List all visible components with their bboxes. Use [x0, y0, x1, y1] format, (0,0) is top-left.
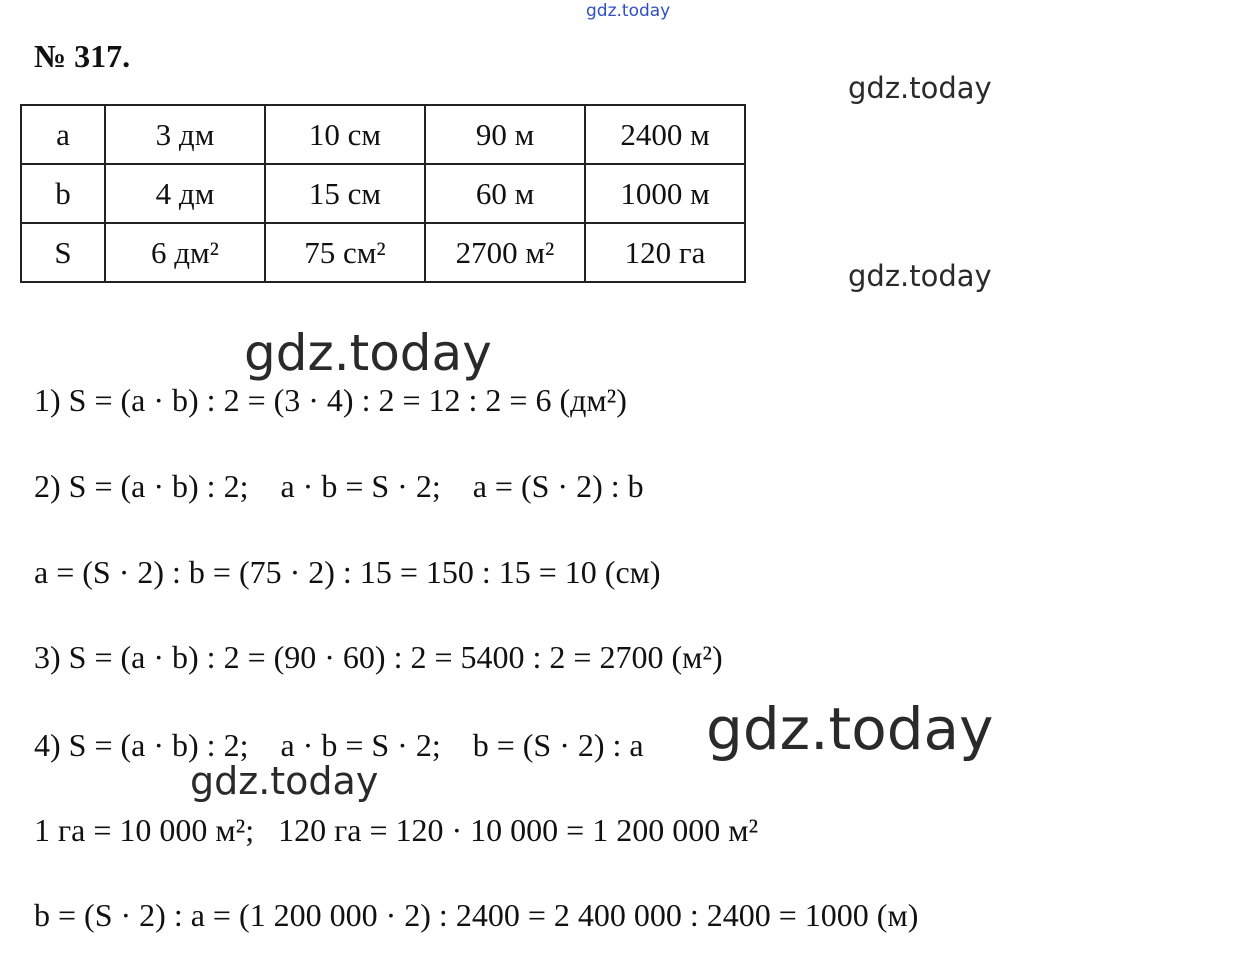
table-cell: 2400 м [585, 105, 745, 164]
solution-line-2: 2) S = (a · b) : 2; a · b = S · 2; a = (S · 2) : b [34, 468, 644, 504]
table-cell: 2700 м² [425, 223, 585, 282]
table-cell: 60 м [425, 164, 585, 223]
table-cell: 6 дм² [105, 223, 265, 282]
table-cell: 15 см [265, 164, 425, 223]
solution-line-3: a = (S · 2) : b = (75 · 2) : 15 = 150 : 15 = 10 (см) [34, 554, 661, 590]
table-cell: 75 см² [265, 223, 425, 282]
table-row [21, 105, 745, 164]
solution-line-4: 3) S = (a · b) : 2 = (90 · 60) : 2 = 5400 : 2 = 2700 (м²) [34, 639, 723, 675]
table-cell: 4 дм [105, 164, 265, 223]
table-cell: 3 дм [105, 105, 265, 164]
watermark-top: gdz.today [586, 1, 671, 21]
solution-line-5: 4) S = (a · b) : 2; a · b = S · 2; b = (S · 2) : a [34, 727, 644, 763]
table-row [21, 164, 745, 223]
watermark-large-1: gdz.today [244, 324, 492, 382]
table-row [21, 223, 745, 282]
table-cell: 1000 м [585, 164, 745, 223]
watermark-large-2: gdz.today [706, 695, 994, 763]
table-cell: S [21, 223, 105, 282]
solution-line-6: 1 га = 10 000 м²; 120 га = 120 · 10 000 = 1 200 000 м² [34, 812, 759, 848]
watermark-mid: gdz.today [190, 759, 379, 803]
watermark-side-2: gdz.today [848, 259, 992, 293]
values-table [20, 104, 746, 283]
solution-line-1: 1) S = (a · b) : 2 = (3 · 4) : 2 = 12 : 2 = 6 (дм²) [34, 382, 627, 418]
watermark-side-1: gdz.today [848, 71, 992, 105]
table-cell: b [21, 164, 105, 223]
table-cell: 120 га [585, 223, 745, 282]
solution-line-7: b = (S · 2) : a = (1 200 000 · 2) : 2400 = 2 400 000 : 2400 = 1000 (м) [34, 897, 919, 933]
table-cell: 90 м [425, 105, 585, 164]
problem-title: № 317. [34, 38, 131, 74]
table-cell: 10 см [265, 105, 425, 164]
table-cell: a [21, 105, 105, 164]
